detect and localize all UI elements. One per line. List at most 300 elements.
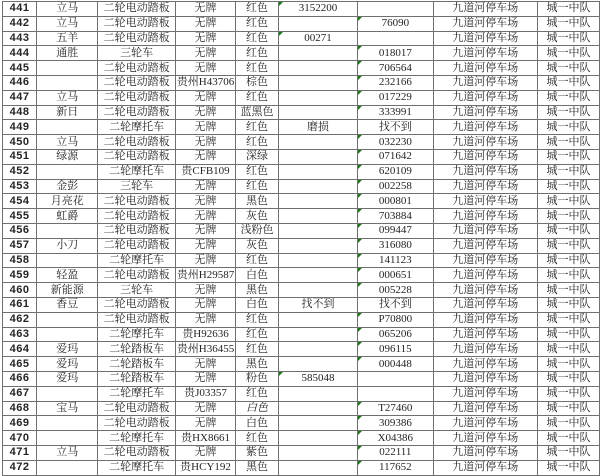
cell-plate[interactable] bbox=[175, 149, 235, 164]
cell-color[interactable] bbox=[236, 90, 279, 105]
cell-parking-lot[interactable] bbox=[433, 135, 537, 150]
cell-parking-lot[interactable] bbox=[433, 401, 537, 416]
cell-vehicle-type[interactable] bbox=[98, 2, 175, 17]
cell-brand[interactable] bbox=[37, 416, 98, 431]
cell-brand[interactable] bbox=[37, 149, 98, 164]
cell-unit[interactable] bbox=[538, 164, 600, 179]
cell-color[interactable] bbox=[236, 238, 279, 253]
cell-note2[interactable] bbox=[358, 327, 433, 342]
cell-row-number[interactable] bbox=[3, 431, 37, 446]
table-row bbox=[3, 105, 600, 120]
cell-color[interactable] bbox=[236, 31, 279, 46]
cell-note1[interactable] bbox=[278, 223, 357, 238]
cell-row-number[interactable] bbox=[3, 357, 37, 372]
cell-parking-lot[interactable] bbox=[433, 16, 537, 31]
cell-brand[interactable] bbox=[37, 61, 98, 76]
cell-brand[interactable] bbox=[37, 253, 98, 268]
cell-note1[interactable] bbox=[278, 327, 357, 342]
cell-color[interactable] bbox=[236, 283, 279, 298]
cell-parking-lot[interactable] bbox=[433, 283, 537, 298]
cell-vehicle-type[interactable] bbox=[98, 401, 175, 416]
cell-plate[interactable] bbox=[175, 386, 235, 401]
cell-vehicle-type[interactable] bbox=[98, 357, 175, 372]
cell-vehicle-type[interactable] bbox=[98, 164, 175, 179]
cell-plate[interactable] bbox=[175, 120, 235, 135]
cell-vehicle-type[interactable] bbox=[98, 31, 175, 46]
cell-vehicle-type[interactable] bbox=[98, 460, 175, 475]
cell-note1[interactable] bbox=[278, 2, 357, 17]
cell-row-number[interactable] bbox=[3, 46, 37, 61]
cell-unit[interactable] bbox=[538, 61, 600, 76]
cell-row-number[interactable] bbox=[3, 209, 37, 224]
cell-color[interactable] bbox=[236, 2, 279, 17]
cell-vehicle-type[interactable] bbox=[98, 120, 175, 135]
cell-color[interactable] bbox=[236, 401, 279, 416]
cell-brand[interactable] bbox=[37, 223, 98, 238]
cell-parking-lot[interactable] bbox=[433, 105, 537, 120]
cell-note2[interactable] bbox=[358, 386, 433, 401]
cell-color[interactable] bbox=[236, 164, 279, 179]
cell-brand[interactable] bbox=[37, 357, 98, 372]
cell-plate[interactable] bbox=[175, 253, 235, 268]
cell-note1[interactable] bbox=[278, 342, 357, 357]
cell-parking-lot[interactable] bbox=[433, 75, 537, 90]
cell-brand[interactable] bbox=[37, 342, 98, 357]
cell-unit[interactable] bbox=[538, 342, 600, 357]
cell-plate[interactable] bbox=[175, 268, 235, 283]
cell-parking-lot[interactable] bbox=[433, 46, 537, 61]
cell-row-number[interactable] bbox=[3, 105, 37, 120]
cell-brand[interactable] bbox=[37, 16, 98, 31]
cell-note2[interactable] bbox=[358, 401, 433, 416]
cell-brand[interactable] bbox=[37, 2, 98, 17]
cell-note2[interactable] bbox=[358, 416, 433, 431]
cell-unit[interactable] bbox=[538, 312, 600, 327]
cell-note2[interactable] bbox=[358, 75, 433, 90]
cell-row-number[interactable] bbox=[3, 61, 37, 76]
cell-color[interactable] bbox=[236, 75, 279, 90]
cell-note2[interactable] bbox=[358, 268, 433, 283]
cell-note2[interactable] bbox=[358, 149, 433, 164]
cell-note2[interactable] bbox=[358, 105, 433, 120]
cell-row-number[interactable] bbox=[3, 327, 37, 342]
cell-row-number[interactable] bbox=[3, 75, 37, 90]
cell-unit[interactable] bbox=[538, 401, 600, 416]
cell-text: 红色 bbox=[246, 17, 269, 30]
cell-color[interactable] bbox=[236, 135, 279, 150]
cell-unit[interactable] bbox=[538, 253, 600, 268]
cell-color[interactable] bbox=[236, 194, 279, 209]
cell-note1[interactable] bbox=[278, 120, 357, 135]
cell-brand[interactable] bbox=[37, 401, 98, 416]
cell-color[interactable] bbox=[236, 297, 279, 312]
cell-plate[interactable] bbox=[175, 164, 235, 179]
cell-note1[interactable] bbox=[278, 431, 357, 446]
cell-brand[interactable] bbox=[37, 31, 98, 46]
cell-brand[interactable] bbox=[37, 283, 98, 298]
cell-unit[interactable] bbox=[538, 16, 600, 31]
cell-unit[interactable] bbox=[538, 194, 600, 209]
cell-parking-lot[interactable] bbox=[433, 149, 537, 164]
cell-row-number[interactable] bbox=[3, 460, 37, 475]
cell-plate[interactable] bbox=[175, 431, 235, 446]
cell-parking-lot[interactable] bbox=[433, 120, 537, 135]
cell-plate[interactable] bbox=[175, 283, 235, 298]
cell-row-number[interactable] bbox=[3, 253, 37, 268]
cell-vehicle-type[interactable] bbox=[98, 312, 175, 327]
cell-unit[interactable] bbox=[538, 149, 600, 164]
cell-unit[interactable] bbox=[538, 209, 600, 224]
cell-color[interactable] bbox=[236, 371, 279, 386]
cell-color[interactable] bbox=[236, 327, 279, 342]
cell-plate[interactable] bbox=[175, 135, 235, 150]
cell-brand[interactable] bbox=[37, 297, 98, 312]
cell-plate[interactable] bbox=[175, 90, 235, 105]
cell-vehicle-type[interactable] bbox=[98, 90, 175, 105]
cell-color[interactable] bbox=[236, 386, 279, 401]
cell-plate[interactable] bbox=[175, 209, 235, 224]
cell-unit[interactable] bbox=[538, 416, 600, 431]
cell-note2[interactable] bbox=[358, 238, 433, 253]
cell-brand[interactable] bbox=[37, 135, 98, 150]
cell-note1[interactable] bbox=[278, 386, 357, 401]
cell-plate[interactable] bbox=[175, 46, 235, 61]
cell-note1[interactable] bbox=[278, 194, 357, 209]
cell-unit[interactable] bbox=[538, 120, 600, 135]
cell-unit[interactable] bbox=[538, 223, 600, 238]
cell-color[interactable] bbox=[236, 268, 279, 283]
cell-note2[interactable] bbox=[358, 431, 433, 446]
cell-plate[interactable] bbox=[175, 445, 235, 460]
cell-vehicle-type[interactable] bbox=[98, 283, 175, 298]
table-row bbox=[3, 268, 600, 283]
cell-color[interactable] bbox=[236, 431, 279, 446]
cell-note2[interactable] bbox=[358, 61, 433, 76]
cell-brand[interactable] bbox=[37, 179, 98, 194]
cell-brand[interactable] bbox=[37, 386, 98, 401]
cell-row-number[interactable] bbox=[3, 223, 37, 238]
cell-row-number[interactable] bbox=[3, 194, 37, 209]
cell-parking-lot[interactable] bbox=[433, 61, 537, 76]
cell-row-number[interactable] bbox=[3, 179, 37, 194]
cell-row-number[interactable] bbox=[3, 386, 37, 401]
cell-vehicle-type[interactable] bbox=[98, 445, 175, 460]
cell-note1[interactable] bbox=[278, 75, 357, 90]
cell-brand[interactable] bbox=[37, 445, 98, 460]
cell-plate[interactable] bbox=[175, 342, 235, 357]
cell-color[interactable] bbox=[236, 149, 279, 164]
cell-vehicle-type[interactable] bbox=[98, 253, 175, 268]
cell-vehicle-type[interactable] bbox=[98, 342, 175, 357]
cell-text: 二轮电动踏板 bbox=[103, 91, 170, 104]
cell-unit[interactable] bbox=[538, 357, 600, 372]
cell-vehicle-type[interactable] bbox=[98, 223, 175, 238]
cell-brand[interactable] bbox=[37, 371, 98, 386]
cell-parking-lot[interactable] bbox=[433, 327, 537, 342]
cell-plate[interactable] bbox=[175, 194, 235, 209]
cell-row-number[interactable] bbox=[3, 297, 37, 312]
error-indicator-triangle-icon bbox=[358, 150, 362, 154]
cell-note1[interactable] bbox=[278, 401, 357, 416]
cell-plate[interactable] bbox=[175, 75, 235, 90]
cell-parking-lot[interactable] bbox=[433, 253, 537, 268]
cell-note2[interactable] bbox=[358, 283, 433, 298]
cell-unit[interactable] bbox=[538, 268, 600, 283]
cell-parking-lot[interactable] bbox=[433, 431, 537, 446]
cell-vehicle-type[interactable] bbox=[98, 46, 175, 61]
cell-brand[interactable] bbox=[37, 46, 98, 61]
cell-color[interactable] bbox=[236, 179, 279, 194]
cell-color[interactable] bbox=[236, 223, 279, 238]
cell-text: 城一中队 bbox=[546, 401, 591, 414]
cell-unit[interactable] bbox=[538, 75, 600, 90]
cell-note2[interactable] bbox=[358, 312, 433, 327]
cell-note2[interactable] bbox=[358, 371, 433, 386]
cell-note2[interactable] bbox=[358, 16, 433, 31]
cell-parking-lot[interactable] bbox=[433, 342, 537, 357]
cell-plate[interactable] bbox=[175, 238, 235, 253]
cell-color[interactable] bbox=[236, 105, 279, 120]
cell-note1[interactable] bbox=[278, 61, 357, 76]
cell-plate[interactable] bbox=[175, 297, 235, 312]
cell-color[interactable] bbox=[236, 253, 279, 268]
cell-unit[interactable] bbox=[538, 105, 600, 120]
cell-vehicle-type[interactable] bbox=[98, 416, 175, 431]
cell-plate[interactable] bbox=[175, 2, 235, 17]
table-row bbox=[3, 194, 600, 209]
cell-plate[interactable] bbox=[175, 357, 235, 372]
cell-text: 466 bbox=[9, 372, 30, 385]
cell-brand[interactable] bbox=[37, 268, 98, 283]
cell-note1[interactable] bbox=[278, 179, 357, 194]
cell-brand[interactable] bbox=[37, 120, 98, 135]
cell-brand[interactable] bbox=[37, 164, 98, 179]
cell-parking-lot[interactable] bbox=[433, 31, 537, 46]
cell-color[interactable] bbox=[236, 357, 279, 372]
cell-note1[interactable] bbox=[278, 46, 357, 61]
cell-color[interactable] bbox=[236, 460, 279, 475]
table-row bbox=[3, 445, 600, 460]
cell-row-number[interactable] bbox=[3, 268, 37, 283]
cell-note1[interactable] bbox=[278, 209, 357, 224]
cell-vehicle-type[interactable] bbox=[98, 149, 175, 164]
cell-unit[interactable] bbox=[538, 371, 600, 386]
cell-plate[interactable] bbox=[175, 16, 235, 31]
cell-parking-lot[interactable] bbox=[433, 416, 537, 431]
cell-row-number[interactable] bbox=[3, 2, 37, 17]
cell-note1[interactable] bbox=[278, 164, 357, 179]
cell-parking-lot[interactable] bbox=[433, 371, 537, 386]
cell-plate[interactable] bbox=[175, 327, 235, 342]
cell-note1[interactable] bbox=[278, 135, 357, 150]
cell-vehicle-type[interactable] bbox=[98, 268, 175, 283]
cell-row-number[interactable] bbox=[3, 149, 37, 164]
cell-plate[interactable] bbox=[175, 371, 235, 386]
cell-plate[interactable] bbox=[175, 223, 235, 238]
cell-unit[interactable] bbox=[538, 327, 600, 342]
cell-note2[interactable] bbox=[358, 179, 433, 194]
cell-plate[interactable] bbox=[175, 401, 235, 416]
cell-plate[interactable] bbox=[175, 105, 235, 120]
cell-note2[interactable] bbox=[358, 223, 433, 238]
cell-row-number[interactable] bbox=[3, 283, 37, 298]
cell-note1[interactable] bbox=[278, 357, 357, 372]
cell-color[interactable] bbox=[236, 445, 279, 460]
cell-note2[interactable] bbox=[358, 135, 433, 150]
cell-note1[interactable] bbox=[278, 238, 357, 253]
cell-unit[interactable] bbox=[538, 2, 600, 17]
cell-parking-lot[interactable] bbox=[433, 357, 537, 372]
cell-unit[interactable] bbox=[538, 238, 600, 253]
cell-note2[interactable] bbox=[358, 120, 433, 135]
cell-parking-lot[interactable] bbox=[433, 297, 537, 312]
cell-text: 红色 bbox=[246, 46, 269, 59]
cell-vehicle-type[interactable] bbox=[98, 386, 175, 401]
cell-brand[interactable] bbox=[37, 209, 98, 224]
cell-row-number[interactable] bbox=[3, 90, 37, 105]
cell-vehicle-type[interactable] bbox=[98, 135, 175, 150]
cell-brand[interactable] bbox=[37, 238, 98, 253]
cell-plate[interactable] bbox=[175, 61, 235, 76]
cell-note2[interactable] bbox=[358, 2, 433, 17]
cell-vehicle-type[interactable] bbox=[98, 327, 175, 342]
cell-brand[interactable] bbox=[37, 327, 98, 342]
cell-plate[interactable] bbox=[175, 460, 235, 475]
cell-brand[interactable] bbox=[37, 105, 98, 120]
cell-brand[interactable] bbox=[37, 431, 98, 446]
cell-note1[interactable] bbox=[278, 416, 357, 431]
cell-vehicle-type[interactable] bbox=[98, 431, 175, 446]
cell-note2[interactable] bbox=[358, 164, 433, 179]
cell-unit[interactable] bbox=[538, 31, 600, 46]
cell-note1[interactable] bbox=[278, 445, 357, 460]
cell-vehicle-type[interactable] bbox=[98, 194, 175, 209]
cell-vehicle-type[interactable] bbox=[98, 75, 175, 90]
cell-unit[interactable] bbox=[538, 445, 600, 460]
cell-color[interactable] bbox=[236, 120, 279, 135]
cell-unit[interactable] bbox=[538, 460, 600, 475]
cell-unit[interactable] bbox=[538, 46, 600, 61]
cell-vehicle-type[interactable] bbox=[98, 238, 175, 253]
cell-color[interactable] bbox=[236, 312, 279, 327]
cell-brand[interactable] bbox=[37, 460, 98, 475]
cell-note1[interactable] bbox=[278, 297, 357, 312]
cell-parking-lot[interactable] bbox=[433, 194, 537, 209]
cell-row-number[interactable] bbox=[3, 445, 37, 460]
cell-vehicle-type[interactable] bbox=[98, 179, 175, 194]
cell-note2[interactable] bbox=[358, 194, 433, 209]
cell-parking-lot[interactable] bbox=[433, 460, 537, 475]
cell-vehicle-type[interactable] bbox=[98, 61, 175, 76]
cell-parking-lot[interactable] bbox=[433, 179, 537, 194]
cell-parking-lot[interactable] bbox=[433, 2, 537, 17]
cell-brand[interactable] bbox=[37, 312, 98, 327]
cell-note2[interactable] bbox=[358, 342, 433, 357]
cell-note1[interactable] bbox=[278, 105, 357, 120]
cell-color[interactable] bbox=[236, 416, 279, 431]
cell-parking-lot[interactable] bbox=[433, 445, 537, 460]
cell-brand[interactable] bbox=[37, 75, 98, 90]
cell-color[interactable] bbox=[236, 209, 279, 224]
cell-row-number[interactable] bbox=[3, 401, 37, 416]
cell-note1[interactable] bbox=[278, 312, 357, 327]
cell-parking-lot[interactable] bbox=[433, 268, 537, 283]
cell-note2[interactable] bbox=[358, 90, 433, 105]
cell-note1[interactable] bbox=[278, 253, 357, 268]
cell-note1[interactable] bbox=[278, 149, 357, 164]
cell-note1[interactable] bbox=[278, 371, 357, 386]
cell-row-number[interactable] bbox=[3, 371, 37, 386]
cell-unit[interactable] bbox=[538, 90, 600, 105]
cell-color[interactable] bbox=[236, 16, 279, 31]
cell-plate[interactable] bbox=[175, 179, 235, 194]
cell-note1[interactable] bbox=[278, 16, 357, 31]
cell-plate[interactable] bbox=[175, 31, 235, 46]
cell-vehicle-type[interactable] bbox=[98, 371, 175, 386]
cell-note2[interactable] bbox=[358, 297, 433, 312]
cell-unit[interactable] bbox=[538, 431, 600, 446]
table-row bbox=[3, 209, 600, 224]
cell-note2[interactable] bbox=[358, 357, 433, 372]
cell-unit[interactable] bbox=[538, 135, 600, 150]
cell-row-number[interactable] bbox=[3, 164, 37, 179]
cell-brand[interactable] bbox=[37, 194, 98, 209]
cell-row-number[interactable] bbox=[3, 31, 37, 46]
cell-note1[interactable] bbox=[278, 90, 357, 105]
cell-note2[interactable] bbox=[358, 46, 433, 61]
cell-unit[interactable] bbox=[538, 297, 600, 312]
cell-row-number[interactable] bbox=[3, 135, 37, 150]
cell-row-number[interactable] bbox=[3, 416, 37, 431]
cell-note2[interactable] bbox=[358, 445, 433, 460]
cell-note1[interactable] bbox=[278, 31, 357, 46]
cell-note1[interactable] bbox=[278, 283, 357, 298]
cell-unit[interactable] bbox=[538, 179, 600, 194]
cell-parking-lot[interactable] bbox=[433, 164, 537, 179]
cell-row-number[interactable] bbox=[3, 16, 37, 31]
cell-unit[interactable] bbox=[538, 386, 600, 401]
cell-note2[interactable] bbox=[358, 209, 433, 224]
cell-color[interactable] bbox=[236, 46, 279, 61]
cell-vehicle-type[interactable] bbox=[98, 297, 175, 312]
cell-text: 城一中队 bbox=[546, 120, 591, 133]
cell-row-number[interactable] bbox=[3, 238, 37, 253]
cell-unit[interactable] bbox=[538, 283, 600, 298]
cell-note2[interactable] bbox=[358, 460, 433, 475]
cell-plate[interactable] bbox=[175, 416, 235, 431]
cell-plate[interactable] bbox=[175, 312, 235, 327]
cell-row-number[interactable] bbox=[3, 342, 37, 357]
cell-color[interactable] bbox=[236, 342, 279, 357]
cell-parking-lot[interactable] bbox=[433, 312, 537, 327]
cell-row-number[interactable] bbox=[3, 312, 37, 327]
cell-note1[interactable] bbox=[278, 268, 357, 283]
cell-vehicle-type[interactable] bbox=[98, 105, 175, 120]
cell-parking-lot[interactable] bbox=[433, 386, 537, 401]
cell-brand[interactable] bbox=[37, 90, 98, 105]
cell-color[interactable] bbox=[236, 61, 279, 76]
cell-note2[interactable] bbox=[358, 31, 433, 46]
cell-note2[interactable] bbox=[358, 253, 433, 268]
cell-parking-lot[interactable] bbox=[433, 238, 537, 253]
cell-parking-lot[interactable] bbox=[433, 209, 537, 224]
cell-parking-lot[interactable] bbox=[433, 90, 537, 105]
cell-parking-lot[interactable] bbox=[433, 223, 537, 238]
cell-row-number[interactable] bbox=[3, 120, 37, 135]
cell-note1[interactable] bbox=[278, 460, 357, 475]
cell-vehicle-type[interactable] bbox=[98, 209, 175, 224]
cell-vehicle-type[interactable] bbox=[98, 16, 175, 31]
